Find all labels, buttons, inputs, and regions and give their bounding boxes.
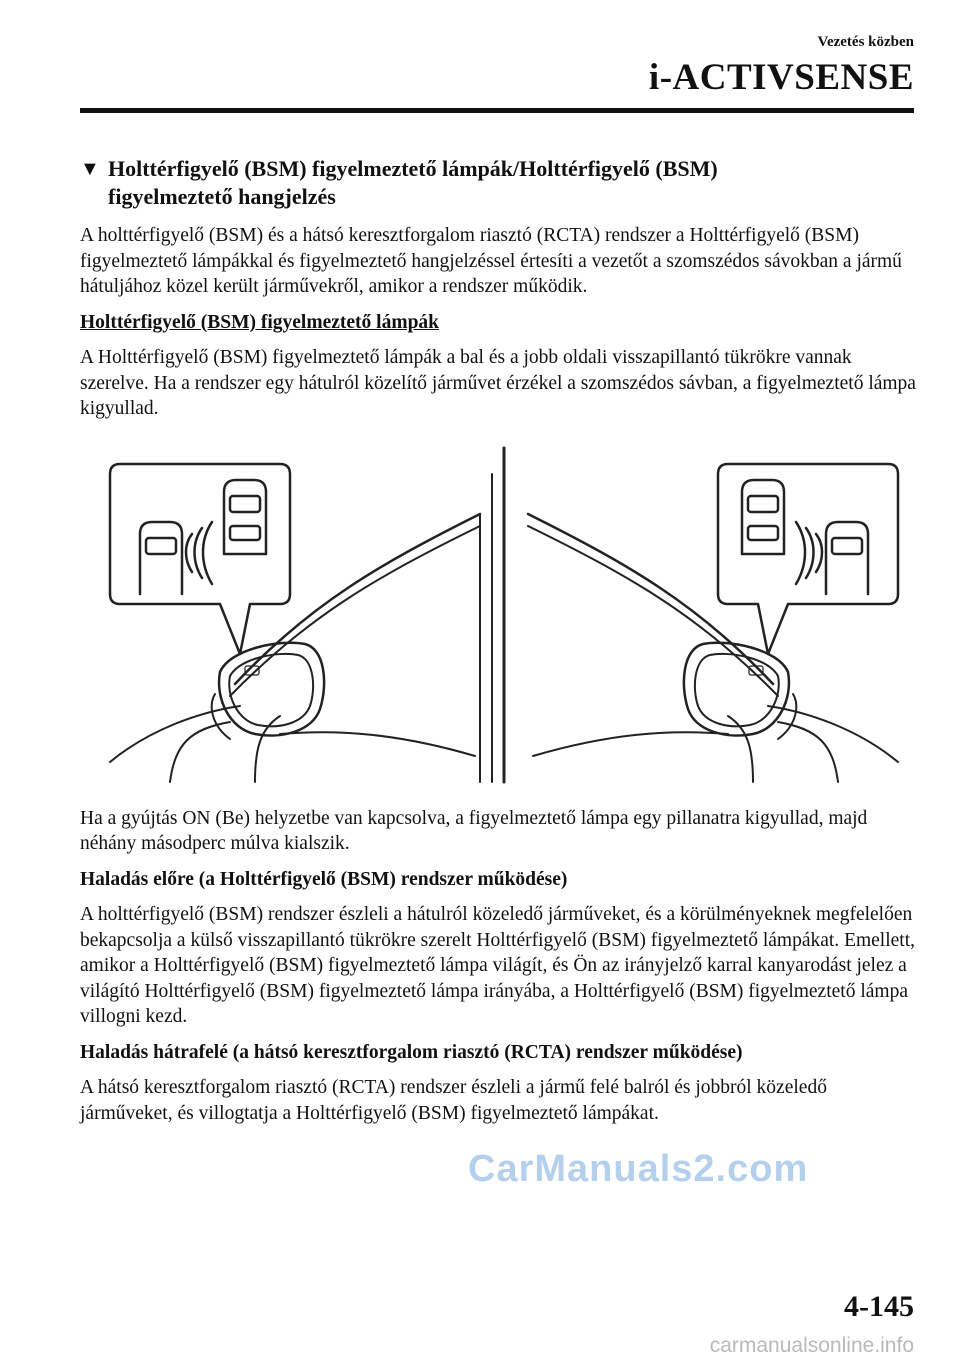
mirror-illustration — [80, 444, 920, 784]
intro-paragraph: A holttérfigyelő (BSM) és a hátsó keresztforgalom riasztó (RCTA) rendszer a Holttérfigyelő (BSM) figyelmeztető lámpákkal és figyelmeztető hangjelzéssel értesíti a vezetőt a szomszédos sávokban a jármű hátuljához közel került járművekről, amikor a rendszer működik. — [80, 225, 902, 297]
lamps-paragraph: A Holttérfigyelő (BSM) figyelmeztető lámpák a bal és a jobb oldali visszapillantó tükrökre vannak szerelve. Ha a rendszer egy hátulról közelítő járművet érzékel a szomszédos sávban, a figyelmeztető lámpa kigyullad. — [80, 347, 916, 419]
right-mirror-view — [528, 464, 898, 782]
page-number: 4-145 — [844, 1290, 914, 1323]
heading-line-1: Holttérfigyelő (BSM) figyelmeztető lámpák/Holttérfigyelő (BSM) — [108, 156, 718, 181]
triangle-marker-icon: ▼ — [80, 158, 100, 180]
footer-site: carmanualsonline.info — [709, 1334, 914, 1357]
main-content — [80, 155, 916, 1136]
section-heading-text — [108, 155, 916, 211]
reverse-paragraph: A hátsó keresztforgalom riasztó (RCTA) rendszer észleli a jármű felé balról és jobbról közeledő járműveket, és villogtatja a Holttérfigyelő (BSM) figyelmeztető lámpákat. — [80, 1077, 827, 1124]
watermark: CarManuals2.com — [468, 1148, 809, 1190]
forward-paragraph: A holttérfigyelő (BSM) rendszer észleli a hátulról közeledő járműveket, és a körülményeknek megfelelően bekapcsolja a külső visszapillantó tükrökre szerelt Holttérfigyelő (BSM) figyelmeztető lámpákat. Emellett, amikor a Holttérfigyelő (BSM) figyelmeztető lámpa világít, és Ön az irányjelző karral kanyarodást jelez a világító Holttérfigyelő (BSM) figyelmeztető lámpa irányába, a Holttérfigyelő (BSM) figyelmeztető lámpa villogni kezd. — [80, 904, 916, 1027]
subheading-warning-lamps: Holttérfigyelő (BSM) figyelmeztető lámpák — [80, 311, 440, 333]
section-title: i-ACTIVSENSE — [648, 57, 914, 98]
heading-line-2: figyelmeztető hangjelzés — [108, 184, 336, 209]
running-head: Vezetés közben — [817, 34, 914, 50]
section-heading — [80, 155, 916, 211]
subheading-reverse: Haladás hátrafelé (a hátsó keresztforgalom riasztó (RCTA) rendszer működése) — [80, 1041, 743, 1063]
ignition-paragraph: Ha a gyújtás ON (Be) helyzetbe van kapcsolva, a figyelmeztető lámpa egy pillanatra kigyullad, majd néhány másodperc múlva kialszik. — [80, 807, 868, 854]
header-rule — [80, 108, 914, 113]
subheading-forward: Haladás előre (a Holttérfigyelő (BSM) rendszer működése) — [80, 868, 568, 890]
left-mirror-view — [110, 464, 492, 782]
